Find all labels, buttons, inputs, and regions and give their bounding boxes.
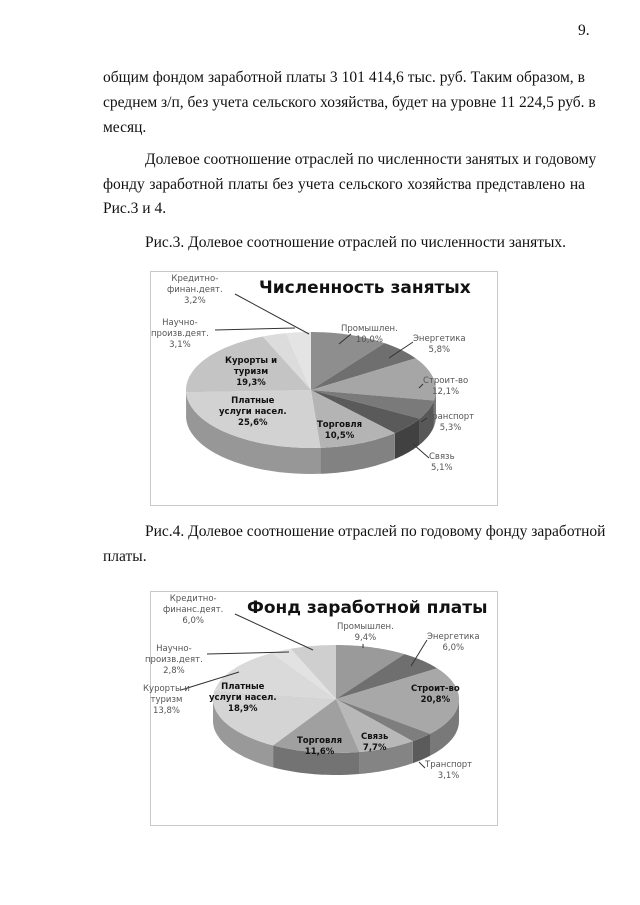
paragraph-line: общим фондом заработной платы 3 101 414,6 тыс. руб. Таким образом, в (103, 69, 585, 86)
figure-caption: Рис.4. Долевое соотношение отраслей по годовому фонду заработной (145, 523, 606, 540)
slice-value: 20,8% (420, 695, 451, 705)
slice-value: 3,2% (184, 296, 206, 306)
slice-label (145, 644, 203, 677)
slice-label (361, 732, 388, 754)
slice-value: 5,3% (439, 423, 462, 433)
slice-name: Строит-во (411, 684, 460, 694)
slice-name: Промышлен. (337, 622, 394, 632)
slice-name: Транспорт (425, 760, 473, 770)
figure-caption: Рис.3. Долевое соотношение отраслей по численности занятых. (145, 234, 567, 251)
slice-name: Связь (361, 732, 389, 742)
slice-label (225, 356, 277, 389)
slice-label (219, 396, 287, 429)
slice-label (413, 334, 466, 356)
slice-value: 5,1% (430, 463, 453, 473)
slice-name: Строит-во (423, 376, 469, 386)
slice-value: 7,7% (362, 743, 387, 753)
slice-name: Торговля (297, 736, 343, 746)
slice-name: Кредитно- финанс.деят. (163, 594, 224, 615)
slice-label (423, 376, 468, 398)
figure-caption: платы. (103, 548, 147, 565)
slice-name: Курорты и туризм (225, 356, 278, 377)
slice-value: 18,9% (228, 704, 258, 714)
slice-name: Кредитно- финан.деят. (167, 274, 223, 295)
slice-value: 3,1% (437, 771, 460, 781)
chart-title: Фонд заработной платы (247, 598, 488, 618)
slice-label (209, 682, 277, 715)
slice-value: 6,0% (442, 643, 465, 653)
slice-label (297, 736, 342, 758)
leader-line (235, 294, 309, 334)
slice-value: 12,1% (432, 387, 460, 397)
slice-value: 19,3% (236, 378, 266, 388)
slice-label (167, 274, 223, 307)
slice-name: Курорты и туризм (143, 684, 190, 705)
slice-name: Энергетика (427, 632, 480, 642)
slice-label (337, 622, 394, 644)
slice-label (427, 412, 474, 434)
paragraph-line: фонду заработной платы без учета сельского хозяйства представлено на (103, 176, 585, 193)
slice-value: 5,8% (428, 345, 451, 355)
slice-name: Энергетика (413, 334, 466, 344)
paragraph-line: месяц. (103, 119, 147, 136)
slice-label (151, 318, 209, 351)
chart-title: Численность занятых (259, 278, 471, 298)
slice-name: Транспорт (427, 412, 475, 422)
slice-value: 13,8% (152, 706, 180, 716)
slice-value: 6,0% (182, 616, 204, 626)
leader-line (235, 614, 313, 650)
slice-name: Платные услуги насел. (219, 396, 287, 417)
slice-label (425, 760, 472, 782)
slice-label (317, 420, 362, 442)
slice-value: 25,6% (238, 418, 268, 428)
slice-label (411, 684, 460, 706)
slice-value: 2,8% (163, 666, 185, 676)
slice-name: Платные услуги насел. (209, 682, 277, 703)
slice-value: 10,0% (355, 335, 383, 345)
slice-name: Связь (429, 452, 455, 462)
slice-value: 9,4% (354, 633, 377, 643)
chart-payroll (143, 591, 498, 826)
slice-name: Промышлен. (341, 324, 398, 334)
slice-label (163, 594, 223, 627)
chart-employment (150, 271, 498, 506)
slice-label (427, 632, 480, 654)
paragraph-line: Долевое соотношение отраслей по численности занятых и годовому (145, 151, 597, 168)
slice-label (429, 452, 455, 474)
slice-name: Научно- произв.деят. (151, 318, 209, 339)
page-number: 9. (578, 22, 590, 39)
paragraph-line: Рис.3 и 4. (103, 200, 167, 217)
slice-value: 10,5% (324, 431, 355, 441)
slice-name: Научно- произв.деят. (145, 644, 203, 665)
paragraph-line: среднем з/п, без учета сельского хозяйства, будет на уровне 11 224,5 руб. в (103, 94, 596, 111)
leader-line (413, 444, 429, 458)
slice-value: 11,6% (304, 747, 335, 757)
slice-name: Торговля (317, 420, 363, 430)
slice-label (341, 324, 398, 346)
slice-value: 3,1% (169, 340, 191, 350)
slice-label (143, 684, 190, 717)
leader-line (215, 328, 295, 330)
